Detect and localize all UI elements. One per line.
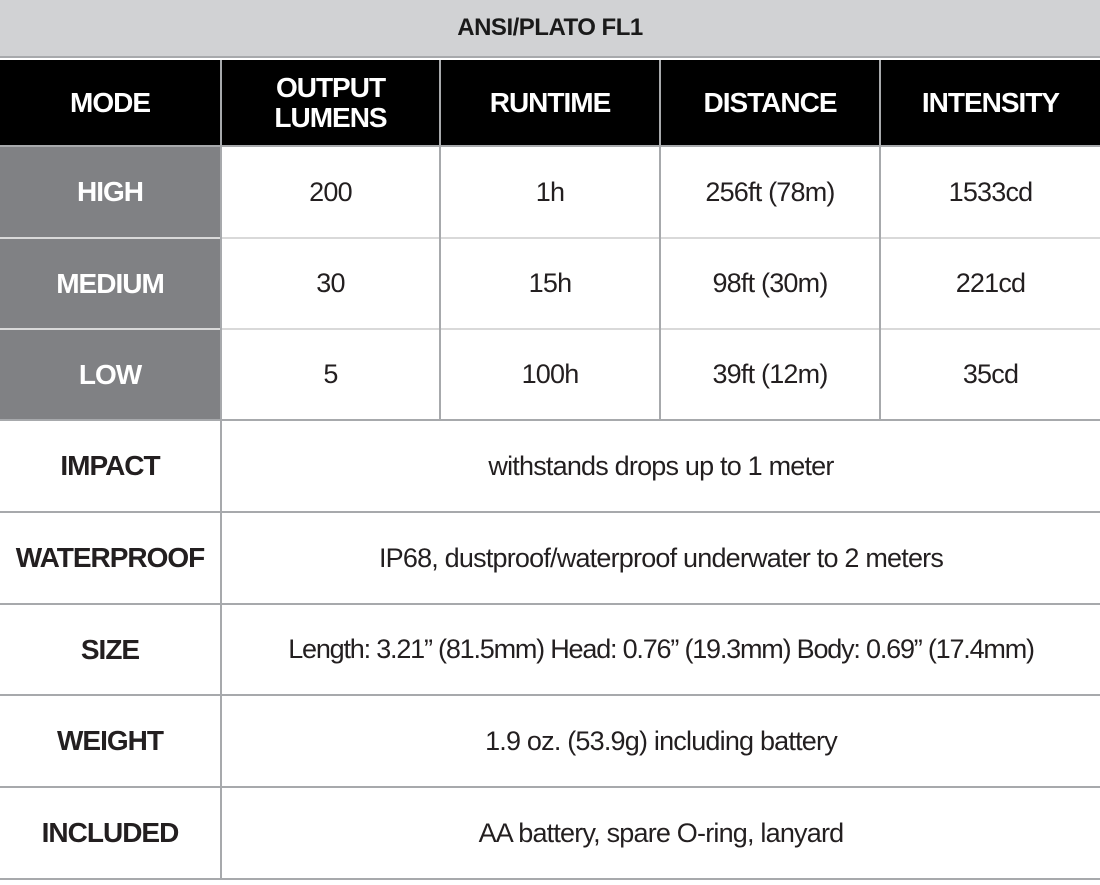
spec-label-waterproof: WATERPROOF <box>15 542 205 573</box>
runtime-low: 100h <box>521 359 579 389</box>
spec-value-weight: 1.9 oz. (53.9g) including battery <box>485 725 837 756</box>
header-runtime: RUNTIME <box>441 60 659 146</box>
distance-high: 256ft (78m) <box>705 176 835 207</box>
spec-value-included: AA battery, spare O-ring, lanyard <box>478 817 844 848</box>
table-title: ANSI/PLATO FL1 <box>0 0 1100 58</box>
divider <box>0 419 1100 421</box>
header-distance: DISTANCE <box>661 60 879 146</box>
divider <box>879 60 881 421</box>
mode-low: LOW <box>0 330 220 419</box>
divider <box>659 60 661 421</box>
spec-value-waterproof: IP68, dustproof/waterproof underwater to 2 meters <box>378 542 944 573</box>
lumens-high: 200 <box>309 176 352 207</box>
intensity-medium: 221cd <box>955 268 1026 298</box>
runtime-medium: 15h <box>528 268 572 298</box>
divider <box>439 60 441 421</box>
spec-label-included: INCLUDED <box>41 817 179 848</box>
mode-high: HIGH <box>0 147 220 237</box>
lumens-medium: 30 <box>316 268 345 298</box>
divider <box>0 511 1100 513</box>
divider <box>0 603 1100 605</box>
distance-low: 39ft (12m) <box>712 359 828 389</box>
header-intensity: INTENSITY <box>881 60 1100 146</box>
spec-label-size: SIZE <box>80 633 140 665</box>
spec-value-size: Length: 3.21” (81.5mm) Head: 0.76” (19.3mm) Body: 0.69” (17.4mm) <box>288 634 1034 664</box>
divider <box>0 237 1100 239</box>
spec-label-impact: IMPACT <box>60 450 160 481</box>
divider <box>0 878 1100 880</box>
divider <box>0 694 1100 696</box>
divider <box>220 60 222 880</box>
intensity-high: 1533cd <box>948 176 1033 207</box>
intensity-low: 35cd <box>962 359 1019 389</box>
runtime-high: 1h <box>535 176 565 207</box>
header-mode: MODE <box>0 60 220 146</box>
header-output-lumens: OUTPUT LUMENS <box>222 60 439 146</box>
spec-value-impact: withstands drops up to 1 meter <box>488 450 834 481</box>
distance-medium: 98ft (30m) <box>712 268 828 298</box>
spec-label-weight: WEIGHT <box>57 725 163 756</box>
divider <box>0 328 1100 330</box>
lumens-low: 5 <box>323 359 338 389</box>
divider <box>0 786 1100 788</box>
mode-medium: MEDIUM <box>0 239 220 328</box>
divider <box>0 145 1100 147</box>
